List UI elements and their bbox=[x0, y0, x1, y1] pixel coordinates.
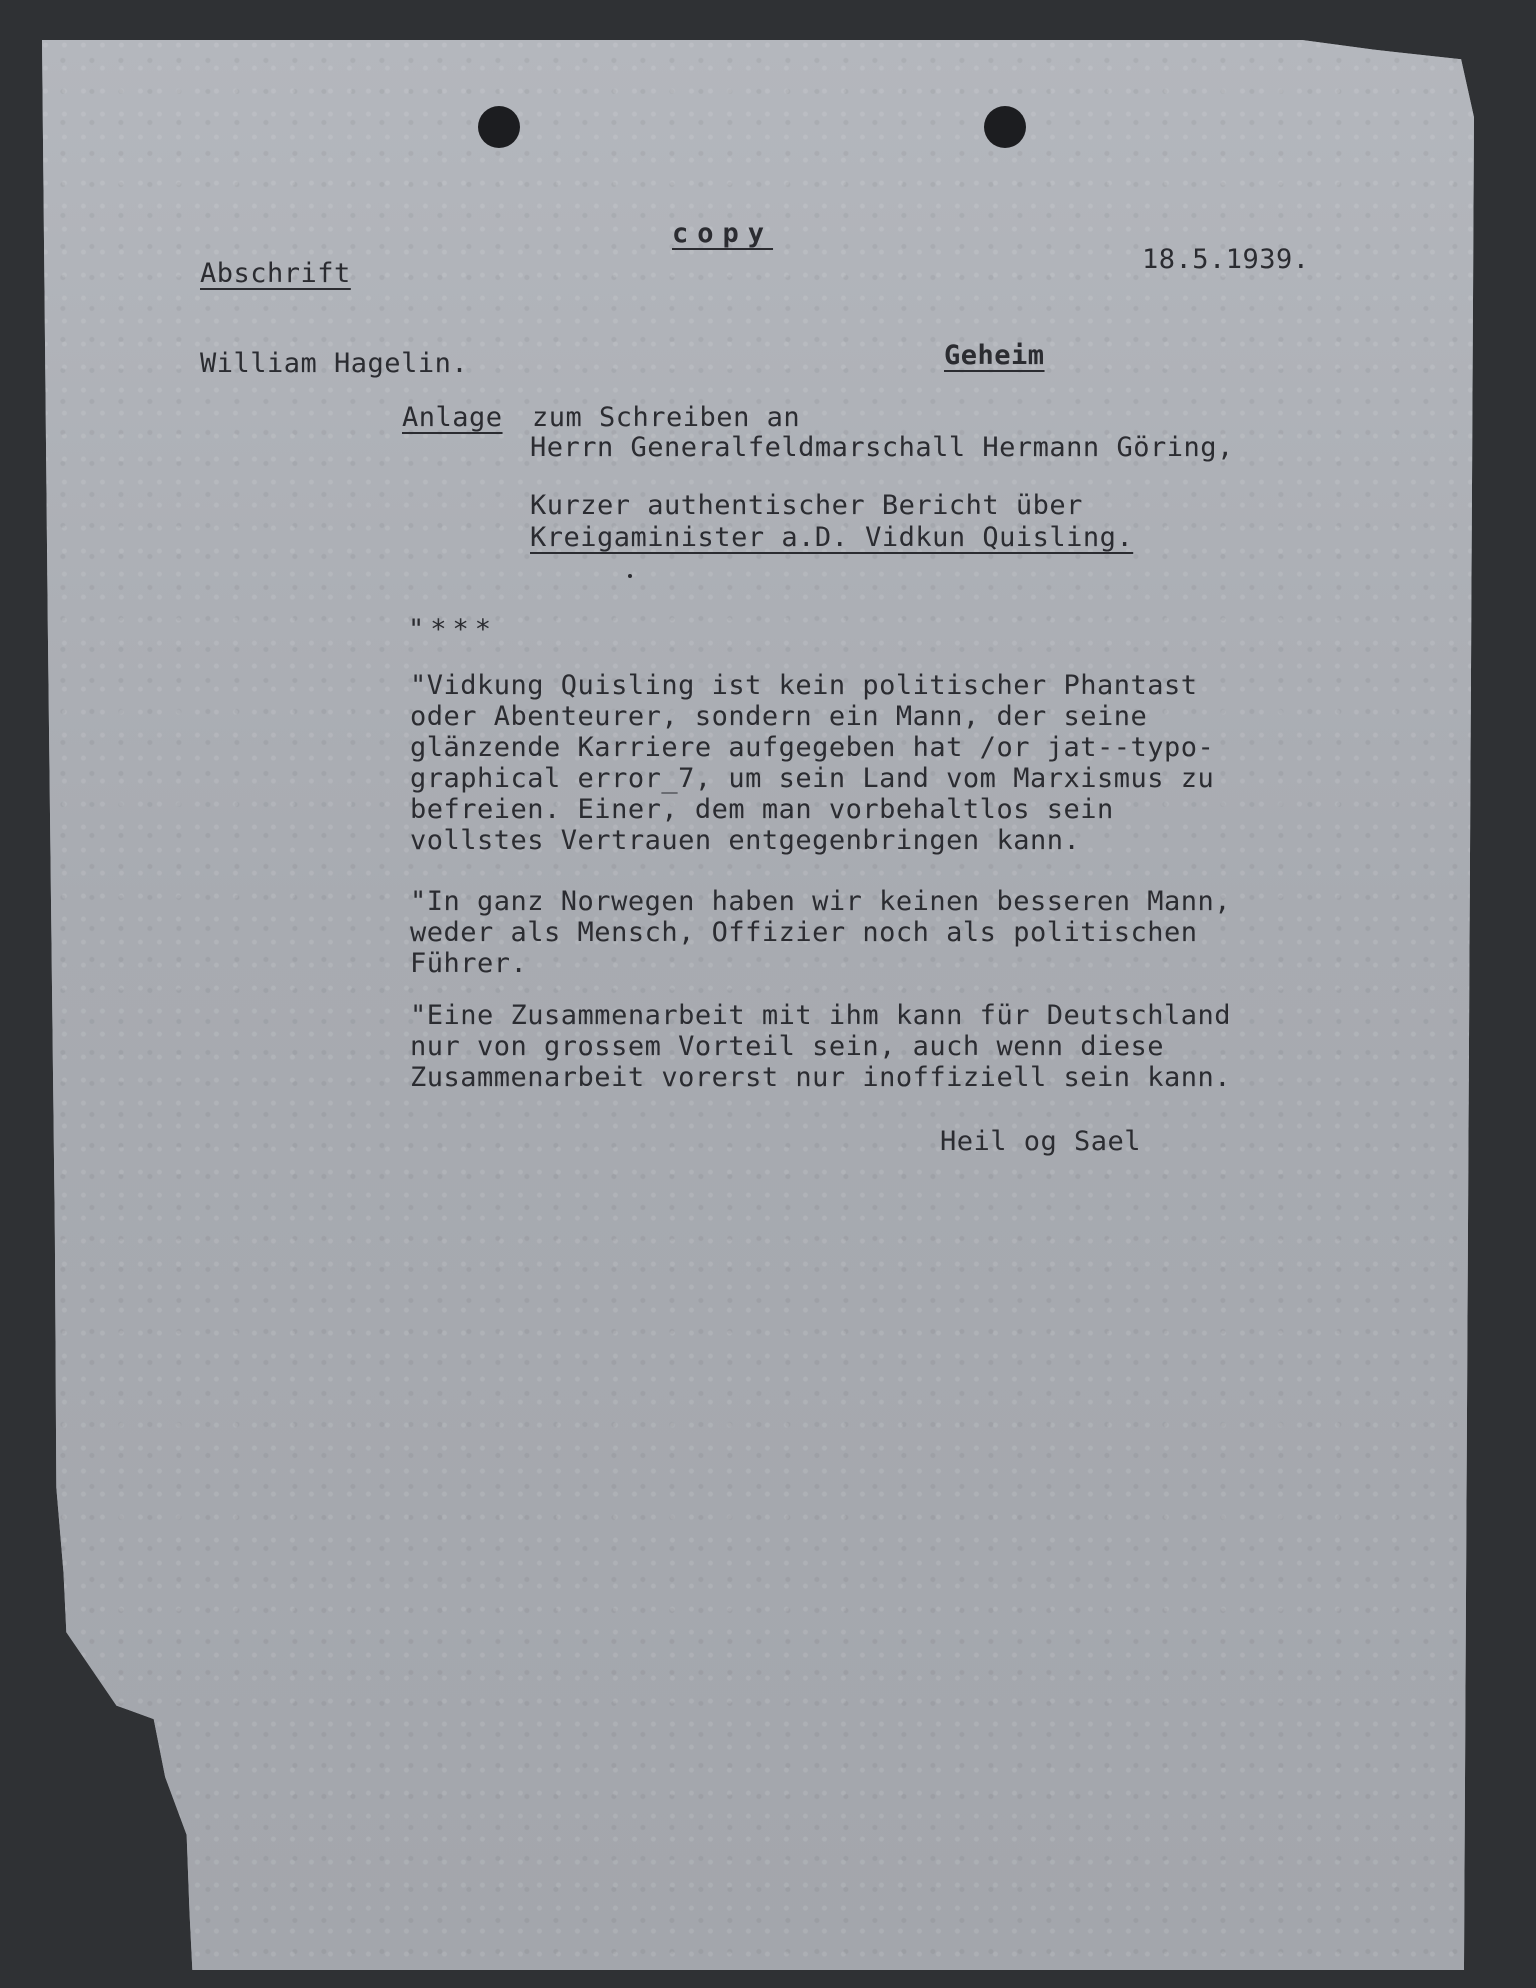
copy-stamp: copy bbox=[672, 218, 774, 249]
ink-speck bbox=[628, 574, 632, 578]
document-date: 18.5.1939. bbox=[1142, 244, 1310, 275]
closing-salutation: Heil og Sael bbox=[940, 1126, 1142, 1157]
abschrift-heading: Abschrift bbox=[200, 258, 351, 289]
subject-line: Kurzer authentischer Bericht über bbox=[530, 490, 1083, 521]
classification-label: Geheim bbox=[944, 340, 1045, 371]
subject-line-underlined: Kreigaminister a.D. Vidkun Quisling. bbox=[530, 522, 1134, 553]
body-paragraph: "Vidkung Quisling ist kein politischer Phantast oder Abenteurer, sondern ein Mann, der seine glänzende Karriere aufgegeben hat /or jat--typo- graphical error_7, um sein Land vom Marxismus zu befreien. Einer, dem man vorbehaltlos sein vollstes Vertrauen entgegenbringen kann. bbox=[410, 670, 1215, 856]
enclosure-label: Anlage bbox=[402, 402, 503, 433]
enclosure-text: zum Schreiben an bbox=[532, 402, 801, 433]
punch-hole bbox=[984, 106, 1026, 148]
separator-stars: "*** bbox=[408, 614, 498, 645]
body-paragraph: "Eine Zusammenarbeit mit ihm kann für Deutschland nur von grossem Vorteil sein, auch wenn diese Zusammenarbeit vorerst nur inoffiziell sein kann. bbox=[410, 1000, 1232, 1093]
punch-hole bbox=[478, 106, 520, 148]
recipient-line: Herrn Generalfeldmarschall Hermann Göring, bbox=[530, 432, 1234, 463]
body-paragraph: "In ganz Norwegen haben wir keinen besseren Mann, weder als Mensch, Offizier noch als politischen Führer. bbox=[410, 886, 1232, 979]
sender-name: William Hagelin. bbox=[200, 348, 469, 379]
